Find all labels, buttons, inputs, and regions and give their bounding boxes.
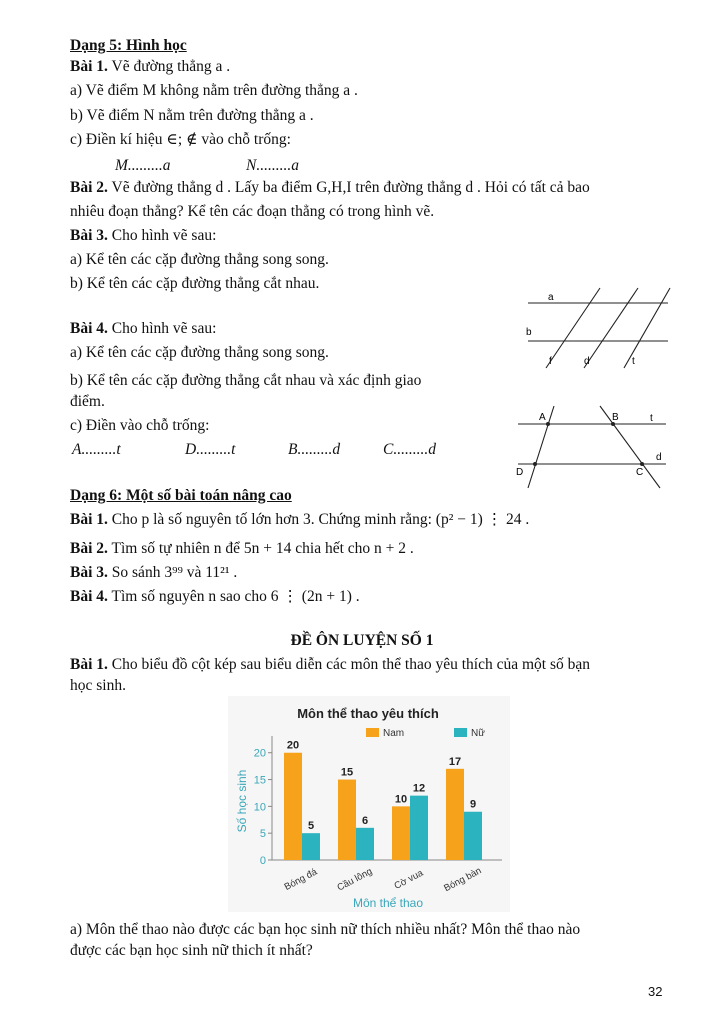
x-axis-label: Môn thể thao (352, 896, 424, 910)
legend-swatch-2 (454, 728, 467, 737)
sports-chart (228, 696, 510, 912)
exam-problem-1 (70, 655, 590, 675)
bar-value-label: 5 (307, 820, 315, 833)
chart-title: Môn thể thao yêu thích (297, 706, 439, 721)
y-axis-label: Số học sinh (235, 769, 249, 833)
label-a: a (548, 292, 554, 303)
label-C: C (636, 467, 644, 478)
problem-6-4 (70, 587, 360, 607)
exam-problem-1-cont: học sinh. (70, 677, 126, 694)
bar-Nam-3 (392, 806, 410, 860)
problem-5-4-c: c) Điền vào chỗ trống: (70, 417, 210, 434)
problem-text: Vẽ đường thẳng d . Lấy ba điểm G,H,I trên đường thẳng d . Hỏi có tất cả bao (111, 179, 590, 196)
problem-text: Vẽ đường thẳng a . (111, 58, 231, 75)
problem-5-3-a: a) Kể tên các cặp đường thẳng song song. (70, 251, 329, 268)
bar-Nữ-3 (410, 796, 428, 860)
page-number: 32 (648, 984, 663, 999)
y-tick-label: 5 (259, 828, 266, 841)
y-tick-label: 0 (259, 855, 266, 867)
y-tick-label: 20 (253, 747, 266, 760)
problem-text: So sánh 3⁹⁹ và 11²¹ . (111, 564, 238, 581)
y-tick-label: 15 (253, 774, 266, 787)
label-d: d (656, 452, 662, 463)
problem-text: Cho hình vẽ sau: (111, 320, 217, 337)
label-t: t (650, 413, 653, 424)
bar-value-label: 12 (412, 782, 426, 795)
x-tick-label: Cờ vua (392, 867, 426, 892)
section-title-dang5: Dạng 5: Hình học (70, 37, 187, 54)
problem-5-3-b: b) Kể tên các cặp đường thẳng cắt nhau. (70, 275, 320, 292)
exam-title: ĐỀ ÔN LUYỆN SỐ 1 (290, 632, 434, 649)
bar-value-label: 6 (361, 814, 369, 827)
problem-text: Cho hình vẽ sau: (111, 227, 217, 244)
problem-label: Bài 4. (70, 588, 108, 605)
problem-label: Bài 3. (70, 564, 108, 581)
problem-text: Tìm số tự nhiên n để 5n + 14 chia hết cho n + 2 . (111, 540, 414, 557)
x-tick-label: Bóng bàn (442, 865, 484, 895)
line-t (624, 288, 670, 368)
legend-swatch-1 (366, 728, 379, 737)
label-f: f (549, 356, 552, 367)
label-D: D (516, 467, 524, 478)
problem-6-2 (70, 539, 414, 559)
fill-blank-d: D.........t (185, 441, 236, 458)
bar-value-label: 17 (448, 755, 462, 768)
problem-label: Bài 1. (70, 58, 108, 75)
bar-value-label: 20 (286, 739, 300, 752)
figure-bai3 (520, 286, 675, 376)
x-tick-label: Bóng đá (282, 866, 320, 893)
fill-blank-a: A.........t (72, 441, 121, 458)
problem-text: Cho biểu đồ cột kép sau biểu diễn các môn thể thao yêu thích của một số bạn (111, 656, 591, 673)
bar-value-label: 10 (394, 793, 408, 806)
problem-6-1 (70, 510, 529, 530)
problem-5-2-cont: nhiêu đoạn thẳng? Kể tên các đoạn thẳng có trong hình vẽ. (70, 203, 435, 220)
fill-blank-c: C.........d (383, 441, 436, 458)
exam-question-a: a) Môn thể thao nào được các bạn học sinh nữ thích nhiều nhất? Môn thể thao nào (70, 921, 581, 938)
bar-Nam-1 (284, 753, 302, 860)
bar-Nam-4 (446, 769, 464, 860)
section-title-dang6: Dạng 6: Một số bài toán nâng cao (70, 487, 292, 504)
problem-5-1-c: c) Điền kí hiệu ∈; ∉ vào chỗ trống: (70, 131, 291, 148)
problem-5-3 (70, 226, 216, 246)
problem-label: Bài 1. (70, 656, 108, 673)
bar-Nam-2 (338, 780, 356, 860)
legend-label-1: Nam (383, 728, 405, 739)
bar-Nữ-2 (356, 828, 374, 860)
fill-blank-b: B.........d (288, 441, 341, 458)
figure-bai4 (508, 402, 670, 492)
legend-label-2: Nữ (471, 728, 485, 739)
problem-label: Bài 4. (70, 320, 108, 337)
label-t: t (632, 356, 635, 367)
problem-label: Bài 1. (70, 511, 108, 528)
y-tick-label: 10 (253, 801, 266, 814)
exam-question-a-cont: được các bạn học sinh nữ thich ít nhất? (70, 942, 313, 959)
problem-6-3 (70, 563, 237, 583)
bar-Nữ-4 (464, 812, 482, 860)
problem-5-4-a: a) Kể tên các cặp đường thẳng song song. (70, 344, 329, 361)
label-A: A (539, 412, 546, 423)
bar-value-label: 9 (469, 798, 477, 811)
problem-5-1 (70, 57, 230, 77)
problem-5-1-b: b) Vẽ điểm N nằm trên đường thẳng a . (70, 107, 314, 124)
fill-blank-m: M.........a (115, 157, 171, 174)
problem-5-4-b: b) Kể tên các cặp đường thẳng cắt nhau và xác định giao (70, 372, 422, 389)
label-d: d (584, 356, 590, 367)
label-b: b (526, 327, 532, 338)
x-tick-label: Cầu lông (335, 866, 375, 894)
problem-5-4-b-cont: điểm. (70, 393, 105, 410)
problem-5-2 (70, 178, 590, 198)
fill-blank-n: N.........a (246, 157, 299, 174)
problem-label: Bài 3. (70, 227, 108, 244)
problem-text: Tìm số nguyên n sao cho 6 ⋮ (2n + 1) . (111, 588, 360, 605)
bar-value-label: 15 (340, 766, 354, 779)
problem-label: Bài 2. (70, 179, 108, 196)
bar-Nữ-1 (302, 833, 320, 860)
problem-5-4 (70, 319, 216, 339)
problem-text: Cho p là số nguyên tố lớn hơn 3. Chứng minh rằng: (p² − 1) ⋮ 24 . (111, 511, 530, 528)
problem-label: Bài 2. (70, 540, 108, 557)
problem-5-1-a: a) Vẽ điểm M không nằm trên đường thẳng a . (70, 82, 358, 99)
label-B: B (612, 412, 619, 423)
